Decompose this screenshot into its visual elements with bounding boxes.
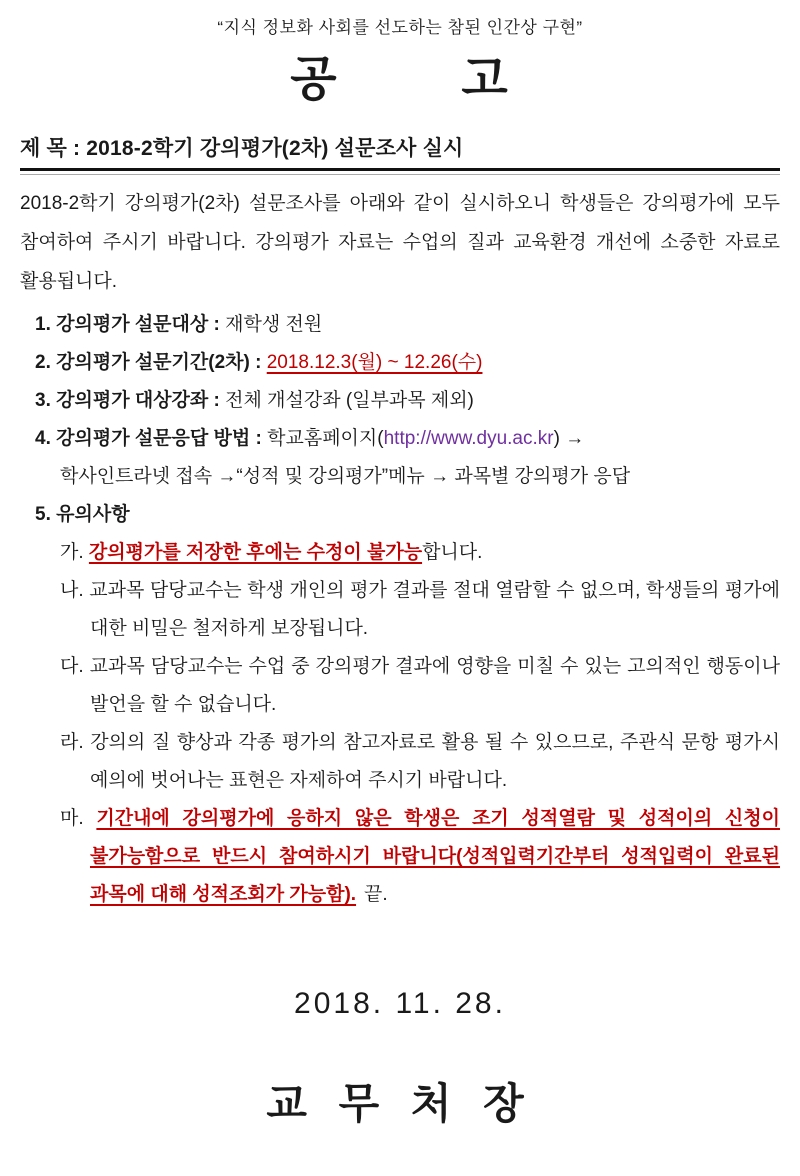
list-item-notes-heading — [35, 496, 780, 534]
item-separator: : — [250, 428, 268, 449]
note-text: 교과목 담당교수는 학생 개인의 평가 결과를 절대 열람할 수 없으며, 학생들의 평가에 대한 비밀은 철저하게 보장됩니다. — [89, 580, 780, 639]
list-item-target-courses — [35, 382, 780, 420]
note-text: 합니다. — [422, 542, 483, 563]
item-value: 재학생 전원 — [225, 314, 323, 335]
item-value-line2: 학사인트라넷 접속 →“성적 및 강의평가”메뉴 → 과목별 강의평가 응답 — [60, 466, 631, 487]
note-text: 끝. — [364, 884, 388, 905]
item-label: 강의평가 설문기간(2차) — [50, 352, 250, 373]
item-number: 3. — [35, 390, 51, 411]
note-marker: 가. — [60, 542, 89, 563]
item-label: 강의평가 설문응답 방법 — [50, 428, 251, 449]
note-marker: 다. — [60, 656, 90, 677]
item-number: 2. — [35, 352, 51, 373]
note-na — [60, 572, 780, 648]
item-label: 강의평가 대상강좌 — [50, 390, 209, 411]
item-number: 4. — [35, 428, 51, 449]
item-label: 유의사항 — [50, 504, 130, 525]
subject-title: 제 목 : 2018-2학기 강의평가(2차) 설문조사 실시 — [20, 137, 464, 160]
notes-list — [60, 534, 780, 914]
signature-dean-of-academic-affairs: 교 무 처 장 — [266, 1080, 534, 1127]
note-emphasis-red: 기간내에 강의평가에 응하지 않은 학생은 조기 성적열람 및 성적이의 신청이 불가능함으로 반드시 참여하시기 바랍니다(성적입력기간부터 성적입력이 완료된 과목에 대해 성적조회가 가능함). — [90, 808, 780, 905]
homepage-url-link[interactable]: http://www.dyu.ac.kr — [383, 428, 554, 449]
note-da — [60, 648, 780, 724]
item-number: 1. — [35, 314, 51, 335]
note-ra — [60, 724, 780, 800]
notice-title: 공 고 — [290, 53, 510, 106]
announcement-date: 2018. 11. 28. — [294, 987, 506, 1020]
item-value: 학교홈페이지( — [267, 428, 384, 449]
subject-block — [20, 132, 780, 171]
item-value-period: 2018.12.3(월) ~ 12.26(수) — [266, 352, 483, 373]
list-item-survey-target — [35, 306, 780, 344]
list-item-survey-period — [35, 344, 780, 382]
school-slogan: “지식 정보화 사회를 선도하는 참된 인간상 구현” — [217, 18, 583, 37]
item-separator: : — [208, 390, 226, 411]
item-value: 전체 개설강좌 (일부과목 제외) — [225, 390, 474, 411]
note-marker: 라. — [60, 732, 91, 753]
item-separator: : — [208, 314, 226, 335]
note-text: 교과목 담당교수는 수업 중 강의평가 결과에 영향을 미칠 수 있는 고의적인 행동이나 발언을 할 수 없습니다. — [89, 656, 780, 715]
item-label: 강의평가 설문대상 — [50, 314, 209, 335]
numbered-list — [35, 306, 780, 534]
note-ma — [60, 800, 780, 914]
note-marker: 마. — [60, 808, 97, 829]
intro-paragraph: 2018-2학기 강의평가(2차) 설문조사를 아래와 같이 실시하오니 학생들은 강의평가에 모두 참여하여 주시기 바랍니다. 강의평가 자료는 수업의 질과 교육환경 개선에 소중한 자료로 활용됩니다. — [20, 193, 780, 292]
note-text: 강의의 질 향상과 각종 평가의 참고자료로 활용 될 수 있으므로, 주관식 문항 평가시 예의에 벗어나는 표현은 자제하여 주시기 바랍니다. — [90, 732, 780, 791]
note-emphasis-red: 강의평가를 저장한 후에는 수정이 불가능 — [88, 542, 423, 563]
item-number: 5. — [35, 504, 51, 525]
note-ga — [60, 534, 780, 572]
item-separator: : — [249, 352, 267, 373]
note-marker: 나. — [60, 580, 90, 601]
item-value: ) → — [553, 428, 585, 449]
list-item-response-method — [35, 420, 780, 496]
subject-divider — [20, 174, 780, 175]
